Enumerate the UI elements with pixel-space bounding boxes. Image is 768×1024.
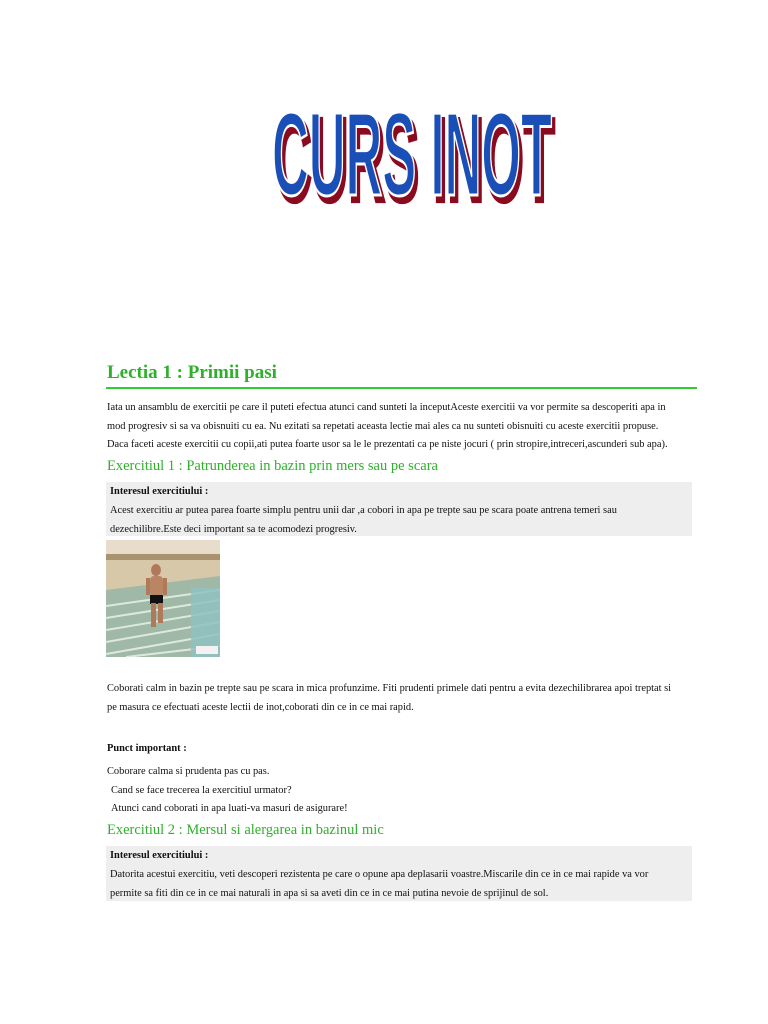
exercise1-interest-box [106,482,692,536]
exercise2-interest-box [106,846,692,901]
exercise2-interest-line: Datorita acestui exercitiu, veti descoperi rezistenta pe care o opune apa deplasarii voastre.Miscarile din ce in ce mai rapide va vor [110,869,649,880]
lesson-title-underline [106,387,697,389]
exercise1-description [107,679,707,717]
curs-inot-logo [262,82,562,222]
intro-line: Daca faceti aceste exercitii cu copii,ati putea foarte usor sa le le prezentati ca pe niste jocuri ( prin stropire,intreceri,ascunderi sub apa). [107,439,668,450]
logo-shadow-text: CURS INOT [275,93,555,222]
intro-line: mod progresiv si sa va obisnuiti cu ea. Nu ezitati sa repetati aceasta lectie mai ales ca nu sunteti obisnuiti cu aceste exercitii propuse. [107,420,659,432]
exercise1-interest-label: Interesul exercitiului : [110,486,209,497]
important-line: Coborare calma si prudenta pas cu pas. [107,766,270,777]
description-line: pe masura ce efectuati aceste lectii de inot,coborati din ce in ce mai rapid. [107,702,414,713]
important-point-label: Punct important : [107,743,187,754]
logo-main-text: CURS INOT [271,87,552,221]
pool-steps-photo [106,540,220,657]
intro-line: Iata un ansamblu de exercitii pe care il puteti efectua atunci cand sunteti la inceputAceste exercitii va vor permite sa descoperiti apa in [107,402,666,413]
exercise2-interest-label: Interesul exercitiului : [110,850,209,861]
exercise2-interest-line: permite sa fiti din ce in ce mai naturali in apa si sa aveti din ce in ce mai putina nevoie de sprijinul de sol. [110,888,549,899]
exercise1-title: Exercitiul 1 : Patrunderea in bazin prin mers sau pe scara [107,458,438,474]
exercise1-interest-line: Acest exercitiu ar putea parea foarte simplu pentru unii dar ,a cobori in apa pe trepte sau pe scara poate antrena temeri sau [110,505,617,516]
pool-steps-illustration [106,540,220,657]
important-line: Atunci cand coborati in apa luati-va masuri de asigurare! [111,803,348,814]
lesson-intro [107,399,707,455]
important-line: Cand se face trecerea la exercitiul urmator? [111,784,292,796]
lesson-title: Lectia 1 : Primii pasi [107,362,277,383]
exercise2-title: Exercitiul 2 : Mersul si alergarea in bazinul mic [107,822,384,838]
logo-wordart [262,82,562,222]
important-point-lines [107,763,348,819]
exercise1-interest-line: dezechilibre.Este deci important sa te acomodezi progresiv. [110,524,357,535]
description-line: Coborati calm in bazin pe trepte sau pe scara in mica profunzime. Fiti prudenti primele dati pentru a evita dezechilibrarea apoi treptat si [107,683,672,694]
